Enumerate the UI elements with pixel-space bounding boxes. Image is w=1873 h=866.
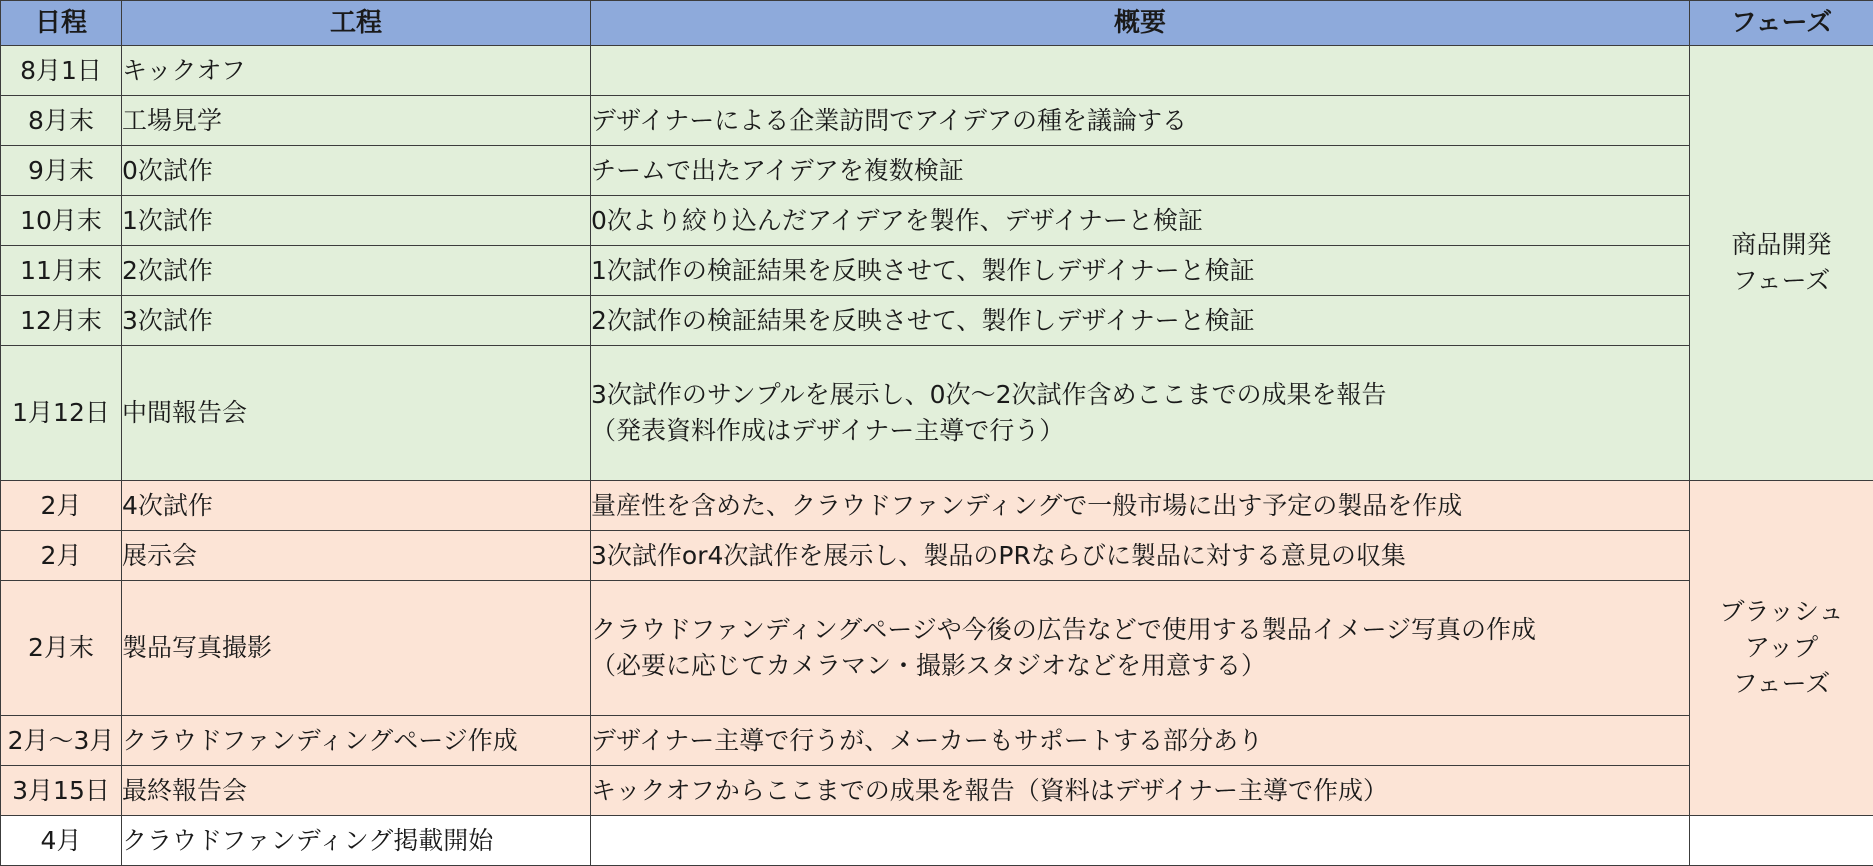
- desc-line: デザイナー主導で行うが、メーカーもサポートする部分あり: [591, 725, 1264, 755]
- step-cell: クラウドファンディングページ作成: [122, 716, 591, 766]
- table-row: [1, 296, 1873, 346]
- header-phase: フェーズ: [1690, 1, 1873, 46]
- desc-cell: [591, 481, 1690, 531]
- desc-cell: [591, 96, 1690, 146]
- phase-cell-brushup: [1690, 481, 1873, 816]
- date-cell: 8月末: [1, 96, 122, 146]
- date-cell: 4月: [1, 816, 122, 866]
- desc-line: クラウドファンディングページや今後の広告などで使用する製品イメージ写真の作成: [591, 615, 1537, 644]
- step-cell: 工場見学: [122, 96, 591, 146]
- date-cell: 2月〜3月: [1, 716, 122, 766]
- desc-line: 2次試作の検証結果を反映させて、製作しデザイナーと検証: [591, 305, 1255, 335]
- desc-line: （必要に応じてカメラマン・撮影スタジオなどを用意する）: [591, 651, 1267, 680]
- desc-cell: [591, 716, 1690, 766]
- table-row: [1, 716, 1873, 766]
- table-row: [1, 196, 1873, 246]
- table-row: [1, 96, 1873, 146]
- table-row: [1, 46, 1873, 96]
- desc-line: 1次試作の検証結果を反映させて、製作しデザイナーと検証: [591, 255, 1255, 285]
- step-cell: 展示会: [122, 531, 591, 581]
- date-cell: 2月: [1, 531, 122, 581]
- date-cell: 3月15日: [1, 766, 122, 816]
- desc-line: 3次試作のサンプルを展示し、0次〜2次試作含めここまでの成果を報告: [591, 380, 1387, 409]
- phase-line: フェーズ: [1732, 669, 1831, 698]
- desc-line: 0次より絞り込んだアイデアを製作、デザイナーと検証: [591, 205, 1203, 235]
- date-cell: 9月末: [1, 146, 122, 196]
- desc-line: 3次試作or4次試作を展示し、製品のPRならびに製品に対する意見の収集: [591, 540, 1406, 570]
- date-cell: 8月1日: [1, 46, 122, 96]
- date-cell: 2月: [1, 481, 122, 531]
- phase-line: ブラッシュ: [1719, 597, 1844, 626]
- date-cell: 1月12日: [1, 346, 122, 481]
- date-cell: 2月末: [1, 581, 122, 716]
- desc-line: （発表資料作成はデザイナー主導で行う）: [591, 416, 1065, 445]
- desc-cell: [591, 531, 1690, 581]
- desc-cell: [591, 246, 1690, 296]
- step-cell: 4次試作: [122, 481, 591, 531]
- table-row: [1, 346, 1873, 481]
- header-date: 日程: [1, 1, 122, 46]
- desc-line: キックオフからここまでの成果を報告（資料はデザイナー主導で作成）: [591, 775, 1389, 805]
- phase-line: アップ: [1744, 633, 1819, 662]
- header-step: 工程: [122, 1, 591, 46]
- phase-line: フェーズ: [1732, 266, 1831, 295]
- desc-line: チームで出たアイデアを複数検証: [591, 155, 964, 185]
- date-cell: 10月末: [1, 196, 122, 246]
- step-cell: 製品写真撮影: [122, 581, 591, 716]
- desc-line: 量産性を含めた、クラウドファンディングで一般市場に出す予定の製品を作成: [591, 490, 1463, 520]
- desc-cell: [591, 581, 1690, 716]
- desc-cell: [591, 816, 1690, 866]
- date-cell: 12月末: [1, 296, 122, 346]
- table-row: [1, 816, 1873, 866]
- desc-cell: [591, 346, 1690, 481]
- step-cell: 3次試作: [122, 296, 591, 346]
- step-cell: 最終報告会: [122, 766, 591, 816]
- step-cell: 中間報告会: [122, 346, 591, 481]
- desc-cell: [591, 766, 1690, 816]
- desc-cell: [591, 146, 1690, 196]
- date-cell: 11月末: [1, 246, 122, 296]
- table-row: [1, 481, 1873, 531]
- phase-line: 商品開発: [1731, 230, 1832, 259]
- desc-line: デザイナーによる企業訪問でアイデアの種を議論する: [591, 105, 1188, 135]
- desc-cell: [591, 196, 1690, 246]
- phase-cell-empty: [1690, 816, 1873, 866]
- step-cell: 0次試作: [122, 146, 591, 196]
- step-cell: キックオフ: [122, 46, 591, 96]
- header-desc: 概要: [591, 1, 1690, 46]
- header-row: [1, 1, 1873, 46]
- table-row: [1, 766, 1873, 816]
- table-row: [1, 531, 1873, 581]
- step-cell: 1次試作: [122, 196, 591, 246]
- phase-cell-dev: [1690, 46, 1873, 481]
- table-row: [1, 146, 1873, 196]
- desc-cell: [591, 296, 1690, 346]
- table-row: [1, 246, 1873, 296]
- step-cell: 2次試作: [122, 246, 591, 296]
- step-cell: クラウドファンディング掲載開始: [122, 816, 591, 866]
- table-row: [1, 581, 1873, 716]
- desc-cell: [591, 46, 1690, 96]
